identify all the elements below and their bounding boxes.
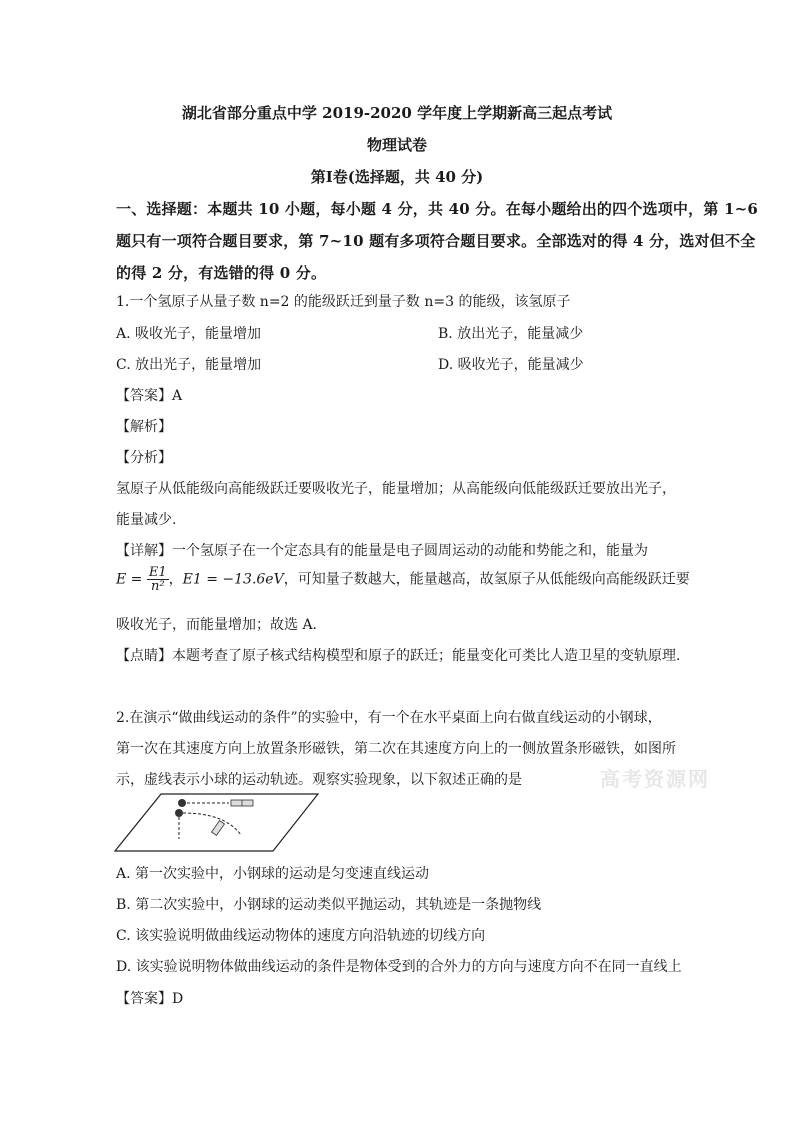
watermark: 高考资源网: [600, 767, 710, 791]
q2-option-d: D. 该实验说明物体做曲线运动的条件是物体受到的合外力的方向与速度方向不在同一直线上: [116, 959, 682, 975]
bar-magnet-2: [212, 821, 225, 836]
q2-answer: 【答案】D: [116, 991, 184, 1007]
q2-stem-line-2: 第一次在其速度方向上放置条形磁铁，第二次在其速度方向上的一侧放置条形磁铁，如图所: [116, 741, 676, 757]
q1-answer: 【答案】A: [116, 388, 183, 404]
q1-fenxi-label: 【分析】: [116, 450, 172, 466]
q2-option-b: B. 第二次实验中，小钢球的运动类似平抛运动，其轨迹是一条抛物线: [116, 897, 542, 913]
q2-option-a: A. 第一次实验中，小钢球的运动是匀变速直线运动: [116, 866, 430, 882]
q1-option-a: A. 吸收光子，能量增加: [116, 326, 262, 342]
formula-e1: E1 = −13.6eV: [182, 571, 284, 588]
formula-fraction: [147, 566, 169, 593]
exam-title: 湖北省部分重点中学 2019-2020 学年度上学期新高三起点考试: [181, 104, 613, 122]
q1-option-d: D. 吸收光子，能量减少: [438, 357, 584, 373]
q1-option-b: B. 放出光子，能量减少: [438, 326, 584, 342]
q1-option-c: C. 放出光子，能量增加: [116, 357, 262, 373]
q1-formula-line: E = $\frac{E1}{\text{n²}}$ ，E1 = −13.6eV，可知量子数越大，能量越高，故氢原子从低能级向高能级跃迁要: [116, 565, 690, 594]
q1-comment: 【点睛】本题考查了原子核式结构模型和原子的跃迁；能量变化可类比人造卫星的变轨原理.: [116, 648, 681, 664]
experiment-figure: [113, 793, 323, 853]
q1-detail-line-1: 【详解】一个氢原子在一个定态具有的能量是电子圆周运动的动能和势能之和，能量为: [116, 543, 648, 559]
q1-stem: 1.一个氢原子从量子数 n=2 的能级跃迁到量子数 n=3 的能级，该氢原子: [116, 294, 571, 310]
q2-stem-line-3: 示，虚线表示小球的运动轨迹。观察实验现象，以下叙述正确的是: [116, 772, 522, 788]
table-surface: [115, 794, 318, 851]
formula-e: E: [116, 571, 127, 588]
formula-denominator: n²: [150, 579, 165, 594]
instructions-line-1: 一、选择题：本题共 10 小题，每小题 4 分，共 40 分。在每小题给出的四个选项中，第 1~6: [116, 200, 758, 218]
instructions-line-3: 的得 2 分，有选错的得 0 分。: [116, 264, 327, 282]
q1-fenxi-line-1: 氢原子从低能级向高能级跃迁要吸收光子，能量增加；从高能级向低能级跃迁要放出光子，: [116, 481, 676, 497]
steel-ball-second: [175, 809, 183, 817]
instructions-line-2: 题只有一项符合题目要求，第 7~10 题有多项符合题目要求。全部选对的得 4 分，选对但不全: [116, 232, 756, 250]
q2-option-c: C. 该实验说明做曲线运动物体的速度方向沿轨迹的切线方向: [116, 928, 486, 944]
steel-ball-first: [178, 799, 186, 807]
formula-numerator: E1: [148, 565, 167, 580]
q1-fenxi-line-2: 能量减少.: [116, 512, 177, 528]
q1-detail-line-3: 吸收光子，而能量增加；故选 A.: [116, 617, 318, 633]
exam-subtitle: 物理试卷: [366, 136, 427, 154]
q1-analysis-label: 【解析】: [116, 419, 172, 435]
q2-stem-line-1: 2.在演示“做曲线运动的条件”的实验中，有一个在水平桌面上向右做直线运动的小钢球，: [116, 710, 662, 726]
q1-detail-line-2: ，可知量子数越大，能量越高，故氢原子从低能级向高能级跃迁要: [283, 571, 690, 588]
part-heading: 第Ⅰ卷(选择题，共 40 分): [310, 168, 484, 186]
